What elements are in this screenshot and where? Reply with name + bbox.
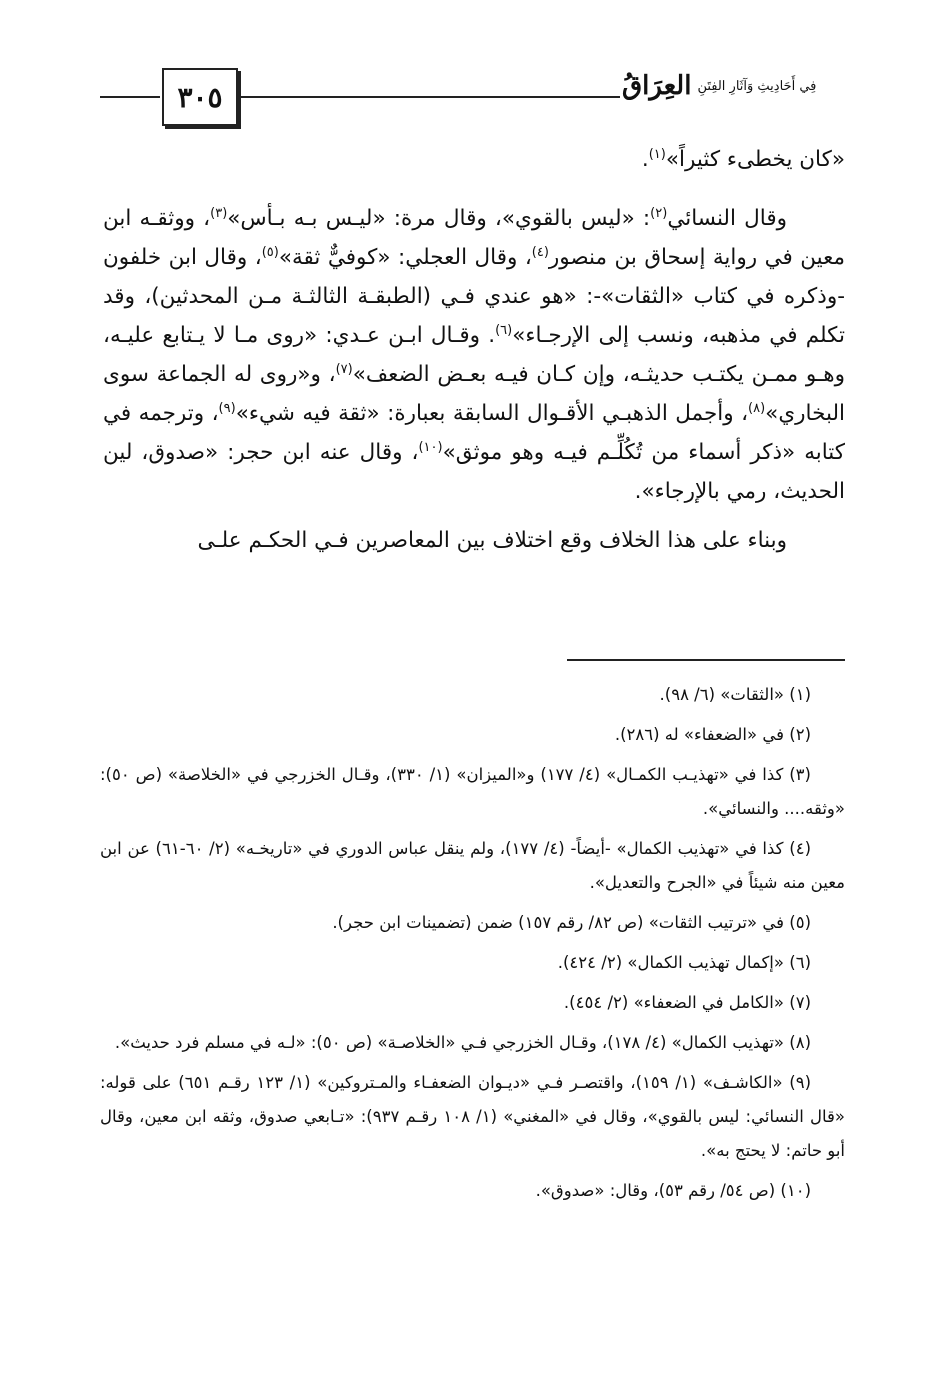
paragraph-text-run: . وقـال ابـن عـدي: «روى مـا لا يـتابع عليـه، وهـو ممـن يكتـب حديثـه، وإن كـان فيـه بعـض الضعف»: [103, 323, 845, 387]
footnote: (١) «الثقات» (٦/ ٩٨).: [659, 685, 811, 704]
opening-line-text: «كان يخطىء كثيراً»: [665, 147, 845, 172]
footnote-ref: (٣): [210, 205, 228, 221]
book-title: [622, 66, 850, 106]
paragraph-2: وبناء على هذا الخلاف وقع اختلاف بين المعاصرين فـي الحكـم علـى: [197, 528, 787, 553]
footnote: (٦) «إكمال تهذيب الكمال» (٢/ ٤٢٤).: [557, 953, 811, 972]
footnote-ref: (٢): [650, 205, 668, 221]
paragraph-text-run: وقال النسائي: [667, 206, 787, 231]
footnote: (٧) «الكامل في الضعفاء» (٢/ ٤٥٤).: [563, 993, 811, 1012]
paragraph-text-run: ، ووثقـه ابن معين في رواية إسحاق بن منصور: [103, 206, 846, 270]
footnote: (٥) في «ترتيب الثقات» (ص ٨٢/ رقم ١٥٧) ضمن (تضمينات ابن حجر).: [332, 913, 811, 932]
footnote-ref: (٩): [218, 400, 236, 416]
page-number: ٣٠٥: [177, 80, 223, 114]
footnote-ref: (١): [648, 146, 666, 162]
paragraph-text-run: ، وأجمل الذهبـي الأقـوال السابقة بعبارة: «ثقة فيه شيء»: [235, 401, 749, 426]
paragraph-text-run: ، و«روى له الجماعة سوى البخاري»: [103, 362, 845, 426]
paragraph-text-run: ، وترجمه في كتابه «ذكر أسماء من تُكُلِّـم فيـه وهو موثق»: [103, 401, 845, 465]
footnote-ref: (٦): [495, 322, 513, 338]
paragraph-text-run: ، وقال عنه ابن حجر: «صدوق، لين الحديث، رمي بالإرجاء».: [103, 440, 845, 504]
opening-line: [103, 140, 845, 179]
footnote-ref: (٤): [531, 244, 549, 260]
paragraph-1: [103, 199, 845, 511]
footnote-separator: [567, 659, 845, 661]
book-title-main: العِرَاقُ: [622, 71, 692, 101]
opening-line-end: .: [641, 147, 649, 172]
footnote-ref: (١٠): [418, 439, 443, 455]
footnote: (٤) كذا في «تهذيب الكمال» -أيضاً- (٤/ ١٧٧)، ولم ينقل عباس الدوري في «تاريخـه» (٢/ ٦٠-٦١) عن ابن معين منه شيئاً في «الجرح والتعديل».: [100, 839, 845, 892]
main-text: [103, 140, 845, 570]
paragraph-text-run: ، وقال العجلي: «كوفيٌّ ثقة»: [278, 245, 532, 270]
paragraph-text-run: : «ليس بالقوي»، وقال مرة: «ليـس بـه بـأس»: [227, 206, 651, 231]
footnote-ref: (٨): [748, 400, 766, 416]
footnote-ref: (٥): [261, 244, 279, 260]
footnotes: [100, 678, 845, 1214]
paragraph-text-run: ، وقال ابن خلفون -وذكره في كتاب «الثقات»-: «هو عندي فـي (الطبقـة الثالثـة مـن المحدثين)، وقد تكلم في مذهبه، ونسب إلى الإرجـاء»: [103, 245, 845, 348]
header-rule-left: [100, 96, 160, 98]
footnote: (٩) «الكاشـف» (١/ ١٥٩)، واقتصـر فـي «ديـوان الضعفـاء والمـتروكين» (١/ ١٢٣ رقـم ٦٥١) على قوله: «قال النسائي: ليس بالقوي»، وقال في «المغني» (١/ ١٠٨ رقـم ٩٣٧): «تـابعي صدوق، وثقه ابن معين، وقال أبو حاتم: لا يحتج به».: [100, 1073, 845, 1160]
book-title-subtitle: فِي أَحَادِيثِ وَآثَارِ الفِتَنِ: [697, 78, 817, 94]
footnote: (٢) في «الضعفاء» له (٢٨٦).: [614, 725, 811, 744]
footnote: (٨) «تهذيب الكمال» (٤/ ١٧٨)، وقـال الخزرجي فـي «الخلاصـة» (ص ٥٠): «لـه في مسلم فرد حديث».: [114, 1033, 811, 1052]
page-number-box: [162, 68, 238, 126]
footnote-ref: (٧): [335, 361, 353, 377]
footnote: (٣) كذا في «تهذيـب الكمـال» (٤/ ١٧٧) و«الميزان» (١/ ٣٣٠)، وقـال الخزرجي في «الخلاصة» (ص ٥٠): «وثقه.... والنسائي».: [100, 765, 845, 818]
header-rule-middle: [237, 96, 620, 98]
footnote: (١٠) (ص ٥٤/ رقم ٥٣)، وقال: «صدوق».: [535, 1181, 811, 1200]
page-header: [100, 62, 850, 132]
